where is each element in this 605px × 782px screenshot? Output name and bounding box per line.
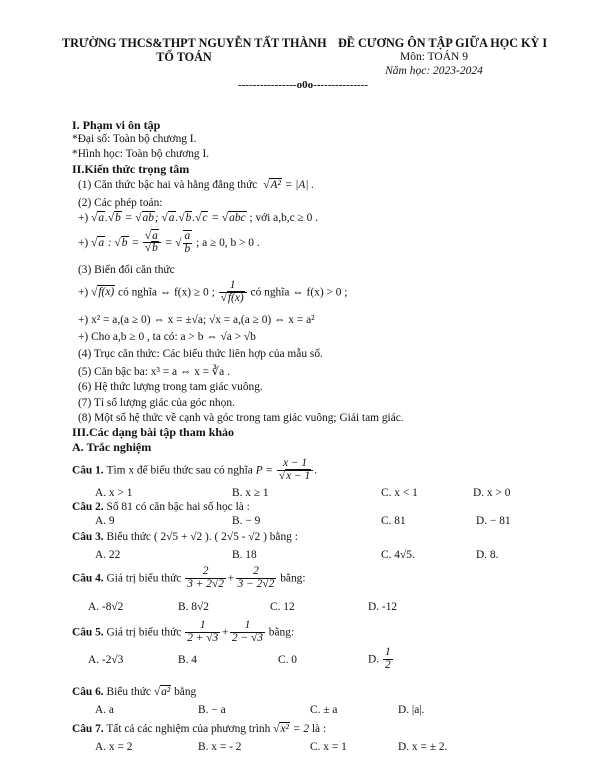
- formula-sqrt-identity: √A² = |A| .: [263, 179, 315, 191]
- question-label: Câu 3.: [72, 531, 104, 543]
- q6-option-a[interactable]: A. a: [95, 704, 114, 716]
- q7-option-d[interactable]: D. x = ± 2.: [398, 741, 448, 753]
- school-name: TRƯỜNG THCS&THPT NGUYỄN TẤT THÀNH: [62, 36, 327, 50]
- q3-option-c[interactable]: C. 4√5.: [381, 549, 415, 561]
- q7-option-c[interactable]: C. x = 1: [310, 741, 347, 753]
- section-2-heading: II.Kiến thức trọng tâm: [72, 162, 190, 176]
- q4-option-c[interactable]: C. 12: [270, 601, 295, 613]
- q1-option-b[interactable]: B. x ≥ 1: [232, 487, 269, 499]
- subject-label: Môn: TOÁN 9: [400, 51, 468, 63]
- knowledge-4: (4) Trục căn thức: Các biểu thức liên hợp của mẫu số.: [78, 348, 323, 360]
- question-7: Câu 7. Tất cả các nghiệm của phương trình √x² = 2 là :: [72, 723, 327, 735]
- knowledge-3c: +) Cho a,b ≥ 0 , ta có: a > b ⇔ √a > √b: [78, 331, 256, 343]
- knowledge-3b: +) x² = a,(a ≥ 0) ⇔ x = ±√a; √x = a,(a ≥ 0) ⇔ x = a²: [78, 314, 315, 326]
- knowledge-7: (7) Tỉ số lượng giác của góc nhọn.: [78, 397, 235, 409]
- q4-option-d[interactable]: D. -12: [368, 601, 398, 613]
- q3-option-a[interactable]: A. 22: [95, 549, 121, 561]
- question-label: Câu 6.: [72, 686, 104, 698]
- school-year: Năm học: 2023-2024: [385, 65, 483, 77]
- knowledge-2b: +) √a : √b = $\frac{√a}{√b}$ = √ $\frac{a}{b}$ ; a ≥ 0, b > 0 .: [78, 229, 260, 255]
- q6-option-c[interactable]: C. ± a: [310, 704, 338, 716]
- q5-option-a[interactable]: A. -2√3: [88, 654, 124, 666]
- q3-option-b[interactable]: B. 18: [232, 549, 257, 561]
- q7-option-b[interactable]: B. x = - 2: [198, 741, 242, 753]
- scope-geometry: *Hình học: Toàn bộ chương I.: [72, 148, 210, 160]
- question-1: Câu 1. Tìm x để biểu thức sau có nghĩa P = $\frac{x - 1}{√x - 1}$ .: [72, 457, 318, 482]
- knowledge-6: (6) Hệ thức lượng trong tam giác vuông.: [78, 381, 263, 393]
- q1-option-d[interactable]: D. x > 0: [473, 487, 511, 499]
- knowledge-3: (3) Biến đổi căn thức: [78, 264, 175, 276]
- q6-option-d[interactable]: D. |a|.: [398, 704, 425, 716]
- q5-option-c[interactable]: C. 0: [278, 654, 297, 666]
- knowledge-3a: +) √f(x) có nghĩa ⇔ f(x) ≥ 0 ; $\frac{1}{√f(x)}$ có nghĩa ⇔ f(x) > 0 ;: [78, 279, 348, 304]
- knowledge-2a: +) √a.√b = √ab; √a.√b.√c = √abc ; với a,b,c ≥ 0 .: [78, 212, 319, 224]
- q4-option-b[interactable]: B. 8√2: [178, 601, 209, 613]
- section-3a-heading: A. Trắc nghiệm: [72, 440, 152, 454]
- knowledge-8: (8) Một số hệ thức về cạnh và góc trong tam giác vuông; Giải tam giác.: [78, 412, 404, 424]
- question-label: Câu 2.: [72, 501, 104, 513]
- q2-option-a[interactable]: A. 9: [95, 515, 115, 527]
- knowledge-5: (5) Căn bậc ba: x³ = a ⇔ x = ∛a .: [78, 366, 230, 378]
- knowledge-1: (1) Căn thức bậc hai và hằng đẳng thức √A² = |A| .: [78, 179, 315, 191]
- q5-option-d[interactable]: D. $\frac{1}{2}$: [368, 646, 391, 671]
- section-3-heading: III.Các dạng bài tập tham khảo: [72, 425, 235, 439]
- q4-option-a[interactable]: A. -8√2: [88, 601, 124, 613]
- question-label: Câu 4.: [72, 572, 104, 585]
- q2-option-d[interactable]: D. − 81: [476, 515, 511, 527]
- q1-option-c[interactable]: C. x < 1: [381, 487, 418, 499]
- question-2: Câu 2. Số 81 có căn bậc hai số học là :: [72, 501, 250, 513]
- header-divider: ----------------o0o---------------: [237, 79, 369, 91]
- q1-option-a[interactable]: A. x > 1: [95, 487, 133, 499]
- department-name: TỔ TOÁN: [156, 50, 212, 64]
- question-4: Câu 4. Giá trị biểu thức $\frac{2}{3 + 2√2}$ + $\frac{2}{3 - 2√2}$ bằng:: [72, 565, 306, 590]
- question-label: Câu 7.: [72, 723, 104, 735]
- knowledge-2: (2) Các phép toán:: [78, 197, 163, 209]
- question-label: Câu 5.: [72, 626, 104, 639]
- q2-option-b[interactable]: B. − 9: [232, 515, 261, 527]
- q5-option-b[interactable]: B. 4: [178, 654, 197, 666]
- q3-option-d[interactable]: D. 8.: [476, 549, 499, 561]
- question-3: Câu 3. Biểu thức ( 2√5 + √2 ). ( 2√5 - √2 ) bằng :: [72, 531, 298, 543]
- q7-option-a[interactable]: A. x = 2: [95, 741, 133, 753]
- document-title: ĐỀ CƯƠNG ÔN TẬP GIỮA HỌC KỲ I: [338, 36, 548, 50]
- question-6: Câu 6. Biểu thức √a² bằng: [72, 686, 197, 698]
- section-1-heading: I. Phạm vi ôn tập: [72, 118, 161, 132]
- question-label: Câu 1.: [72, 464, 104, 477]
- question-5: Câu 5. Giá trị biểu thức $\frac{1}{2 + √3}$ + $\frac{1}{2 - √3}$ bằng:: [72, 619, 295, 644]
- q6-option-b[interactable]: B. − a: [198, 704, 226, 716]
- q2-option-c[interactable]: C. 81: [381, 515, 406, 527]
- scope-algebra: *Đại số: Toàn bộ chương I.: [72, 133, 197, 145]
